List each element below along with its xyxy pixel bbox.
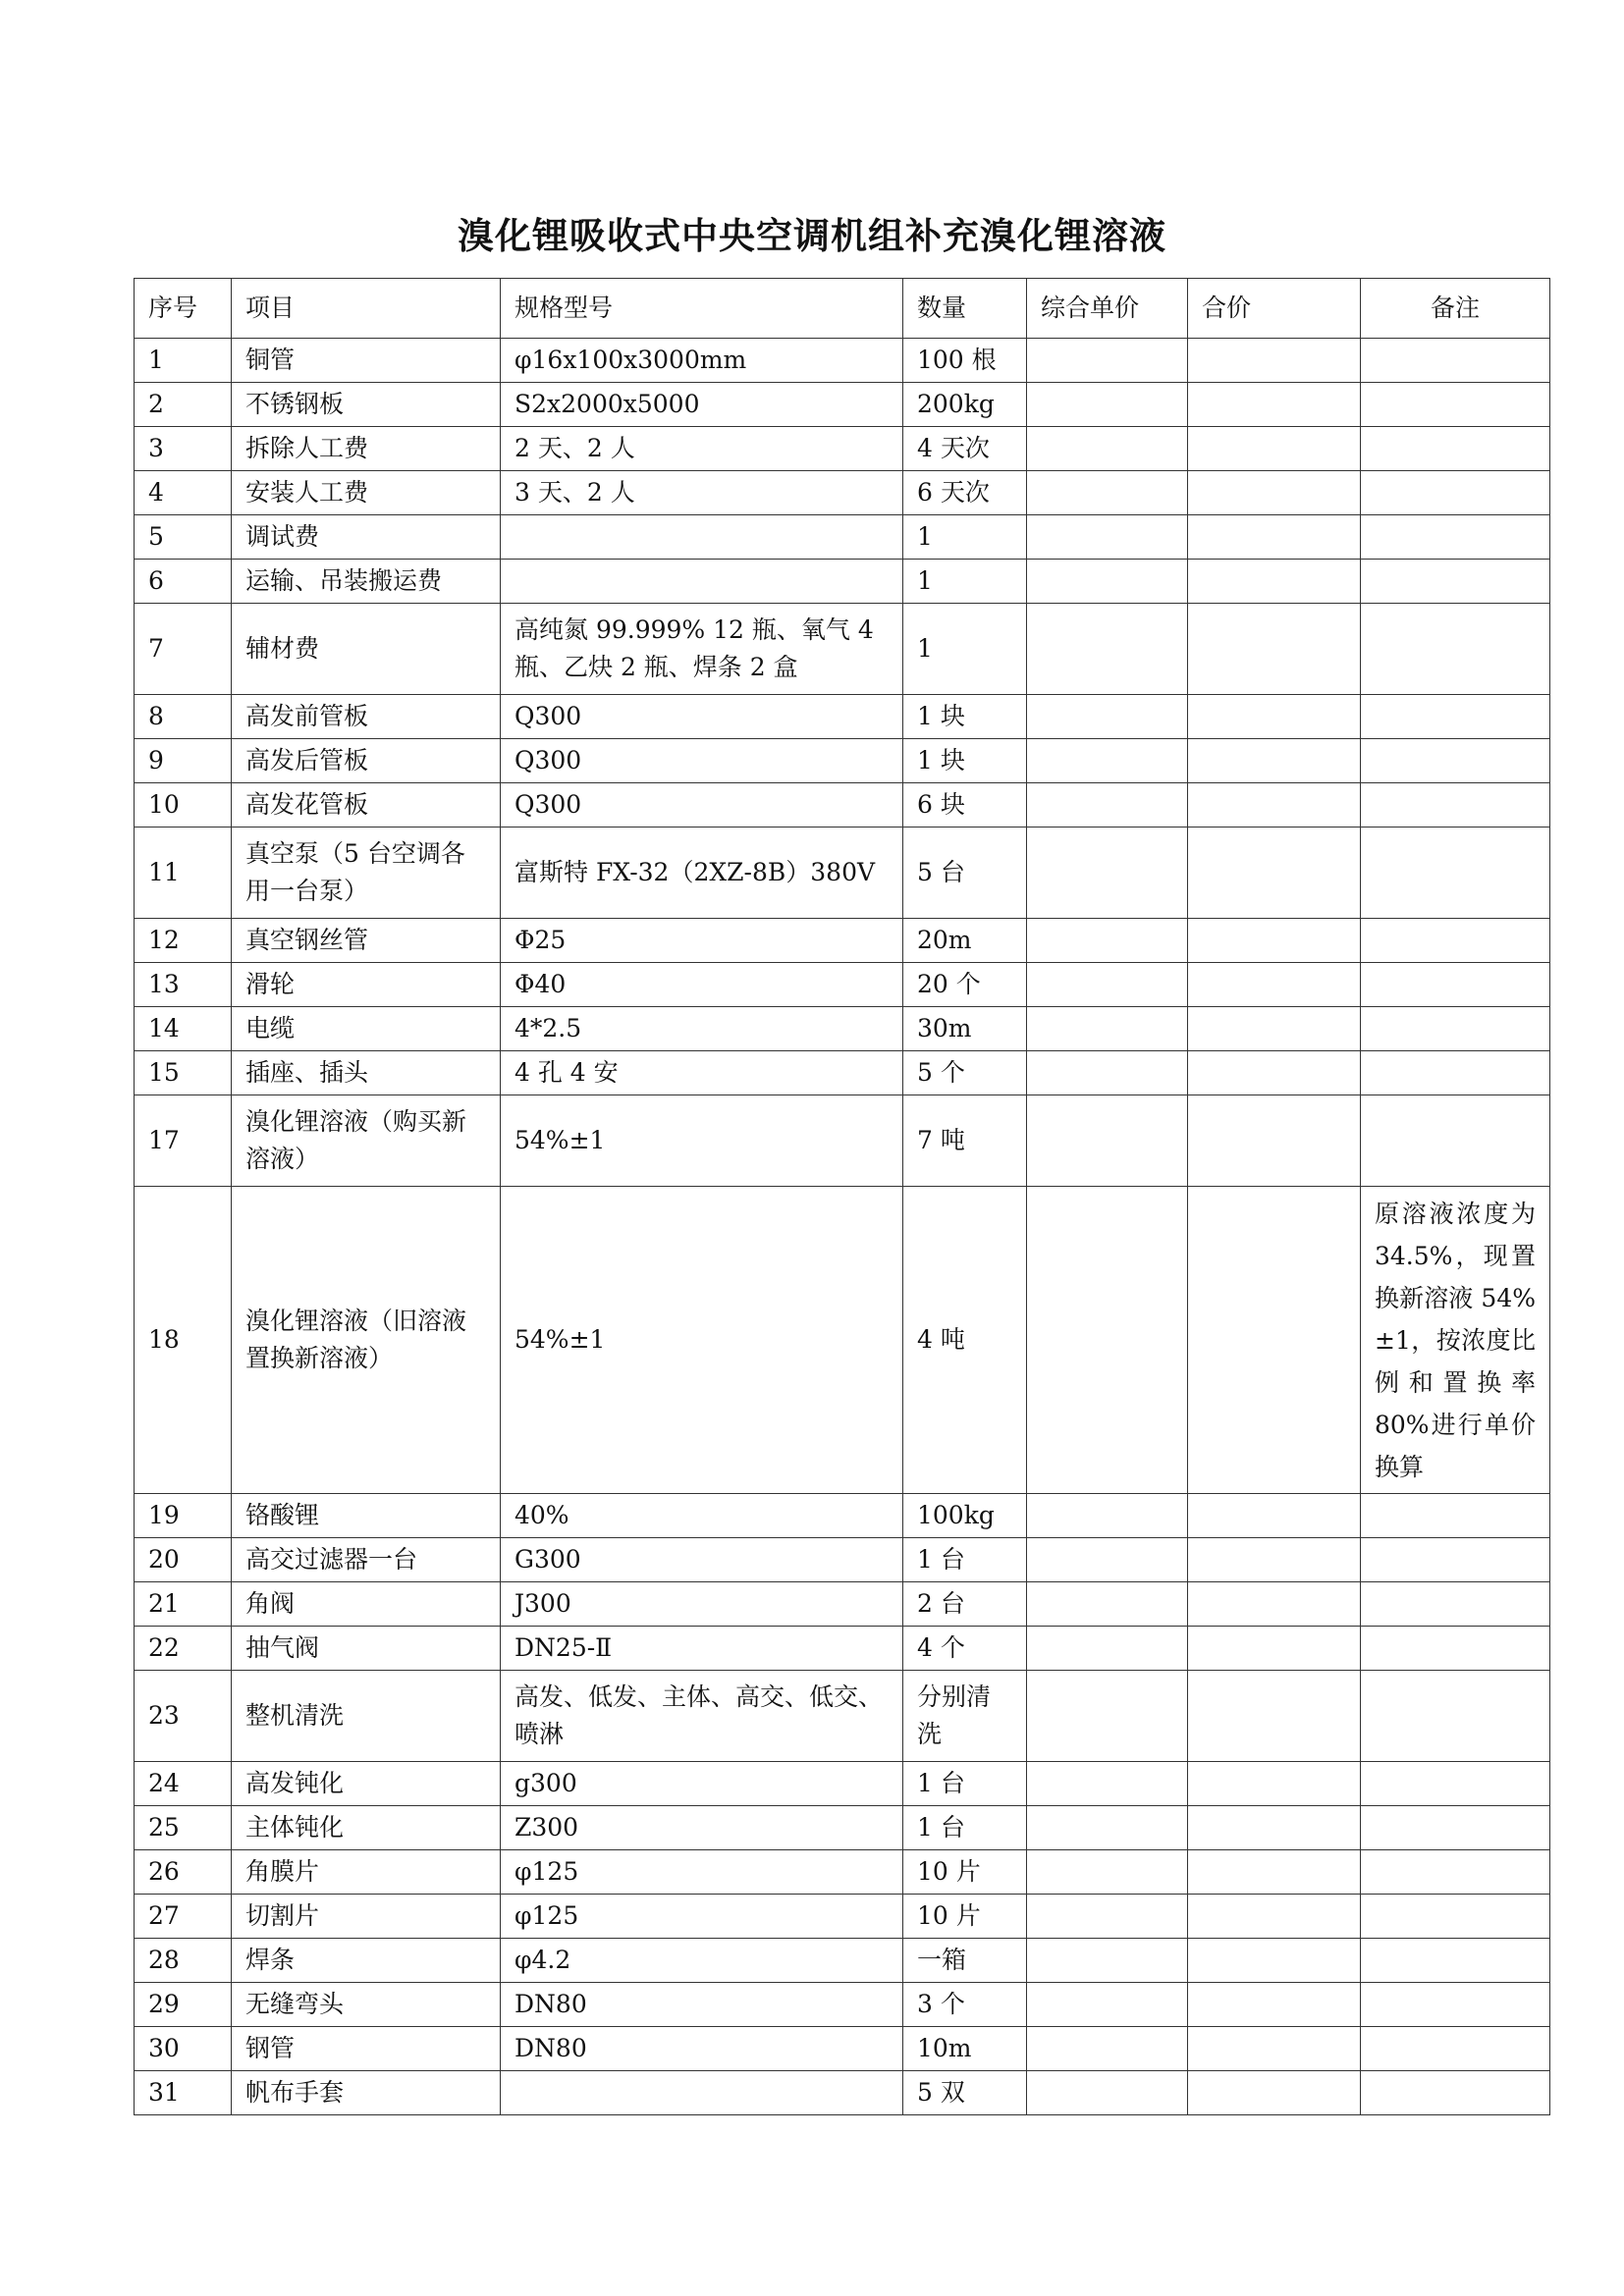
row-no: 13 bbox=[135, 963, 232, 1007]
row-unit-price bbox=[1027, 1671, 1188, 1762]
row-spec: 4 孔 4 安 bbox=[501, 1051, 903, 1095]
row-note bbox=[1361, 1806, 1550, 1850]
row-spec: 高纯氮 99.999% 12 瓶、氧气 4 瓶、乙炔 2 瓶、焊条 2 盒 bbox=[501, 604, 903, 695]
table-row bbox=[135, 1627, 1550, 1671]
row-no: 3 bbox=[135, 427, 232, 471]
row-item: 钢管 bbox=[232, 2027, 501, 2071]
row-spec: φ16x100x3000mm bbox=[501, 339, 903, 383]
table-row bbox=[135, 1983, 1550, 2027]
row-total bbox=[1188, 1051, 1361, 1095]
table-row bbox=[135, 1494, 1550, 1538]
row-note bbox=[1361, 1095, 1550, 1187]
row-unit-price bbox=[1027, 339, 1188, 383]
row-total bbox=[1188, 783, 1361, 828]
table-row bbox=[135, 383, 1550, 427]
table-row bbox=[135, 1538, 1550, 1582]
row-unit-price bbox=[1027, 1494, 1188, 1538]
table-row bbox=[135, 1051, 1550, 1095]
row-note bbox=[1361, 471, 1550, 515]
row-unit-price bbox=[1027, 1850, 1188, 1895]
row-no: 5 bbox=[135, 515, 232, 560]
row-spec: DN80 bbox=[501, 2027, 903, 2071]
table-row bbox=[135, 604, 1550, 695]
row-total bbox=[1188, 1895, 1361, 1939]
row-qty: 4 吨 bbox=[903, 1187, 1027, 1494]
row-note bbox=[1361, 560, 1550, 604]
row-note bbox=[1361, 1671, 1550, 1762]
row-spec: Φ25 bbox=[501, 919, 903, 963]
row-qty: 5 双 bbox=[903, 2071, 1027, 2115]
row-qty: 6 块 bbox=[903, 783, 1027, 828]
document-title: 溴化锂吸收式中央空调机组补充溴化锂溶液 bbox=[458, 215, 1166, 257]
header-row bbox=[135, 279, 1550, 339]
row-spec: 3 天、2 人 bbox=[501, 471, 903, 515]
table-row bbox=[135, 1187, 1550, 1494]
row-spec: Φ40 bbox=[501, 963, 903, 1007]
row-note bbox=[1361, 1007, 1550, 1051]
row-item: 真空钢丝管 bbox=[232, 919, 501, 963]
row-qty: 30m bbox=[903, 1007, 1027, 1051]
table-row bbox=[135, 783, 1550, 828]
row-spec: 54%±1 bbox=[501, 1187, 903, 1494]
table-row bbox=[135, 339, 1550, 383]
row-note bbox=[1361, 1051, 1550, 1095]
row-unit-price bbox=[1027, 1939, 1188, 1983]
row-item: 插座、插头 bbox=[232, 1051, 501, 1095]
row-total bbox=[1188, 515, 1361, 560]
row-spec: DN25-Ⅱ bbox=[501, 1627, 903, 1671]
row-qty: 1 台 bbox=[903, 1538, 1027, 1582]
row-item: 高发后管板 bbox=[232, 739, 501, 783]
row-unit-price bbox=[1027, 560, 1188, 604]
row-item: 溴化锂溶液（购买新溶液） bbox=[232, 1095, 501, 1187]
row-note bbox=[1361, 1582, 1550, 1627]
table-row bbox=[135, 2071, 1550, 2115]
row-note bbox=[1361, 828, 1550, 919]
row-no: 17 bbox=[135, 1095, 232, 1187]
row-total bbox=[1188, 1806, 1361, 1850]
row-qty: 1 bbox=[903, 560, 1027, 604]
row-note bbox=[1361, 1983, 1550, 2027]
row-item: 铬酸锂 bbox=[232, 1494, 501, 1538]
row-note bbox=[1361, 739, 1550, 783]
row-total bbox=[1188, 1538, 1361, 1582]
row-total bbox=[1188, 963, 1361, 1007]
row-unit-price bbox=[1027, 1095, 1188, 1187]
row-unit-price bbox=[1027, 1007, 1188, 1051]
table-row bbox=[135, 2027, 1550, 2071]
row-unit-price bbox=[1027, 1582, 1188, 1627]
row-qty: 20m bbox=[903, 919, 1027, 963]
row-qty: 1 块 bbox=[903, 695, 1027, 739]
row-no: 30 bbox=[135, 2027, 232, 2071]
table-row bbox=[135, 1762, 1550, 1806]
row-item: 切割片 bbox=[232, 1895, 501, 1939]
row-spec: Q300 bbox=[501, 783, 903, 828]
table-row bbox=[135, 1007, 1550, 1051]
row-qty: 1 台 bbox=[903, 1762, 1027, 1806]
row-note bbox=[1361, 919, 1550, 963]
row-unit-price bbox=[1027, 1187, 1188, 1494]
row-spec: S2x2000x5000 bbox=[501, 383, 903, 427]
table-row bbox=[135, 1095, 1550, 1187]
row-spec: Z300 bbox=[501, 1806, 903, 1850]
row-no: 22 bbox=[135, 1627, 232, 1671]
row-total bbox=[1188, 1627, 1361, 1671]
row-total bbox=[1188, 919, 1361, 963]
row-spec: Q300 bbox=[501, 739, 903, 783]
row-qty: 5 个 bbox=[903, 1051, 1027, 1095]
row-item: 高发钝化 bbox=[232, 1762, 501, 1806]
row-total bbox=[1188, 1671, 1361, 1762]
row-no: 19 bbox=[135, 1494, 232, 1538]
row-spec bbox=[501, 515, 903, 560]
row-qty: 200kg bbox=[903, 383, 1027, 427]
row-unit-price bbox=[1027, 604, 1188, 695]
row-item: 不锈钢板 bbox=[232, 383, 501, 427]
row-no: 25 bbox=[135, 1806, 232, 1850]
row-item: 辅材费 bbox=[232, 604, 501, 695]
row-note bbox=[1361, 2071, 1550, 2115]
table-row bbox=[135, 1671, 1550, 1762]
row-no: 31 bbox=[135, 2071, 232, 2115]
row-unit-price bbox=[1027, 963, 1188, 1007]
row-total bbox=[1188, 471, 1361, 515]
row-item: 高发花管板 bbox=[232, 783, 501, 828]
table-row bbox=[135, 739, 1550, 783]
row-qty: 20 个 bbox=[903, 963, 1027, 1007]
row-item: 主体钝化 bbox=[232, 1806, 501, 1850]
row-no: 24 bbox=[135, 1762, 232, 1806]
row-note bbox=[1361, 1538, 1550, 1582]
header-spec: 规格型号 bbox=[501, 279, 903, 339]
row-no: 1 bbox=[135, 339, 232, 383]
row-note bbox=[1361, 1762, 1550, 1806]
row-item: 真空泵（5 台空调各用一台泵） bbox=[232, 828, 501, 919]
table-row bbox=[135, 919, 1550, 963]
row-unit-price bbox=[1027, 783, 1188, 828]
row-no: 8 bbox=[135, 695, 232, 739]
row-item: 抽气阀 bbox=[232, 1627, 501, 1671]
row-no: 18 bbox=[135, 1187, 232, 1494]
row-qty: 1 bbox=[903, 604, 1027, 695]
row-item: 溴化锂溶液（旧溶液置换新溶液） bbox=[232, 1187, 501, 1494]
row-item: 滑轮 bbox=[232, 963, 501, 1007]
row-unit-price bbox=[1027, 739, 1188, 783]
row-spec: φ125 bbox=[501, 1895, 903, 1939]
row-no: 28 bbox=[135, 1939, 232, 1983]
row-note bbox=[1361, 1939, 1550, 1983]
row-unit-price bbox=[1027, 919, 1188, 963]
table-row bbox=[135, 515, 1550, 560]
row-qty: 10 片 bbox=[903, 1850, 1027, 1895]
header-total: 合价 bbox=[1188, 279, 1361, 339]
row-no: 20 bbox=[135, 1538, 232, 1582]
row-no: 12 bbox=[135, 919, 232, 963]
quote-table bbox=[134, 278, 1550, 2115]
row-note bbox=[1361, 1850, 1550, 1895]
row-note bbox=[1361, 783, 1550, 828]
row-total bbox=[1188, 1983, 1361, 2027]
row-no: 11 bbox=[135, 828, 232, 919]
row-no: 2 bbox=[135, 383, 232, 427]
row-qty: 100 根 bbox=[903, 339, 1027, 383]
row-qty: 一箱 bbox=[903, 1939, 1027, 1983]
row-note bbox=[1361, 427, 1550, 471]
table-row bbox=[135, 1806, 1550, 1850]
row-item: 无缝弯头 bbox=[232, 1983, 501, 2027]
table-row bbox=[135, 1582, 1550, 1627]
row-unit-price bbox=[1027, 1806, 1188, 1850]
table-row bbox=[135, 471, 1550, 515]
row-spec: 54%±1 bbox=[501, 1095, 903, 1187]
row-qty: 100kg bbox=[903, 1494, 1027, 1538]
row-total bbox=[1188, 339, 1361, 383]
row-item: 角膜片 bbox=[232, 1850, 501, 1895]
row-total bbox=[1188, 1494, 1361, 1538]
row-no: 27 bbox=[135, 1895, 232, 1939]
row-no: 14 bbox=[135, 1007, 232, 1051]
header-unit-price: 综合单价 bbox=[1027, 279, 1188, 339]
row-no: 10 bbox=[135, 783, 232, 828]
table-row bbox=[135, 427, 1550, 471]
row-spec: 4*2.5 bbox=[501, 1007, 903, 1051]
row-spec: 高发、低发、主体、高交、低交、喷淋 bbox=[501, 1671, 903, 1762]
row-unit-price bbox=[1027, 427, 1188, 471]
row-note bbox=[1361, 604, 1550, 695]
row-no: 9 bbox=[135, 739, 232, 783]
row-qty: 7 吨 bbox=[903, 1095, 1027, 1187]
row-qty: 5 台 bbox=[903, 828, 1027, 919]
header-qty: 数量 bbox=[903, 279, 1027, 339]
row-item: 拆除人工费 bbox=[232, 427, 501, 471]
row-qty: 1 块 bbox=[903, 739, 1027, 783]
row-spec bbox=[501, 560, 903, 604]
row-spec: 富斯特 FX-32（2XZ-8B）380V bbox=[501, 828, 903, 919]
table-row bbox=[135, 1850, 1550, 1895]
row-spec: g300 bbox=[501, 1762, 903, 1806]
row-total bbox=[1188, 604, 1361, 695]
row-total bbox=[1188, 383, 1361, 427]
row-no: 7 bbox=[135, 604, 232, 695]
row-note bbox=[1361, 963, 1550, 1007]
row-qty: 2 台 bbox=[903, 1582, 1027, 1627]
table-row bbox=[135, 963, 1550, 1007]
row-unit-price bbox=[1027, 1627, 1188, 1671]
row-unit-price bbox=[1027, 471, 1188, 515]
row-total bbox=[1188, 1939, 1361, 1983]
row-no: 4 bbox=[135, 471, 232, 515]
row-spec: J300 bbox=[501, 1582, 903, 1627]
row-item: 运输、吊装搬运费 bbox=[232, 560, 501, 604]
row-spec: DN80 bbox=[501, 1983, 903, 2027]
table-row bbox=[135, 695, 1550, 739]
row-qty: 4 天次 bbox=[903, 427, 1027, 471]
row-note bbox=[1361, 1895, 1550, 1939]
row-spec: G300 bbox=[501, 1538, 903, 1582]
row-qty: 3 个 bbox=[903, 1983, 1027, 2027]
table-row bbox=[135, 1939, 1550, 1983]
row-total bbox=[1188, 427, 1361, 471]
row-item: 高发前管板 bbox=[232, 695, 501, 739]
table-row bbox=[135, 1895, 1550, 1939]
row-total bbox=[1188, 1762, 1361, 1806]
row-spec: φ4.2 bbox=[501, 1939, 903, 1983]
row-item: 角阀 bbox=[232, 1582, 501, 1627]
row-total bbox=[1188, 2071, 1361, 2115]
row-spec: Q300 bbox=[501, 695, 903, 739]
row-qty: 10m bbox=[903, 2027, 1027, 2071]
row-unit-price bbox=[1027, 695, 1188, 739]
row-note bbox=[1361, 2027, 1550, 2071]
row-total bbox=[1188, 1007, 1361, 1051]
row-item: 安装人工费 bbox=[232, 471, 501, 515]
row-item: 帆布手套 bbox=[232, 2071, 501, 2115]
row-unit-price bbox=[1027, 515, 1188, 560]
row-unit-price bbox=[1027, 1051, 1188, 1095]
row-item: 调试费 bbox=[232, 515, 501, 560]
row-note bbox=[1361, 695, 1550, 739]
row-total bbox=[1188, 695, 1361, 739]
row-note bbox=[1361, 383, 1550, 427]
row-qty: 10 片 bbox=[903, 1895, 1027, 1939]
row-no: 21 bbox=[135, 1582, 232, 1627]
row-unit-price bbox=[1027, 383, 1188, 427]
row-item: 铜管 bbox=[232, 339, 501, 383]
row-no: 23 bbox=[135, 1671, 232, 1762]
row-qty: 分别清洗 bbox=[903, 1671, 1027, 1762]
row-unit-price bbox=[1027, 828, 1188, 919]
row-qty: 1 bbox=[903, 515, 1027, 560]
table-row bbox=[135, 560, 1550, 604]
header-item: 项目 bbox=[232, 279, 501, 339]
row-no: 26 bbox=[135, 1850, 232, 1895]
row-total bbox=[1188, 560, 1361, 604]
row-qty: 6 天次 bbox=[903, 471, 1027, 515]
row-qty: 4 个 bbox=[903, 1627, 1027, 1671]
header-no: 序号 bbox=[135, 279, 232, 339]
row-total bbox=[1188, 828, 1361, 919]
row-note bbox=[1361, 339, 1550, 383]
row-unit-price bbox=[1027, 2071, 1188, 2115]
row-spec bbox=[501, 2071, 903, 2115]
row-no: 6 bbox=[135, 560, 232, 604]
row-note bbox=[1361, 515, 1550, 560]
row-note bbox=[1361, 1494, 1550, 1538]
table-row bbox=[135, 828, 1550, 919]
row-total bbox=[1188, 1850, 1361, 1895]
row-spec: φ125 bbox=[501, 1850, 903, 1895]
row-item: 焊条 bbox=[232, 1939, 501, 1983]
row-total bbox=[1188, 1582, 1361, 1627]
row-total bbox=[1188, 2027, 1361, 2071]
row-spec: 2 天、2 人 bbox=[501, 427, 903, 471]
row-item: 高交过滤器一台 bbox=[232, 1538, 501, 1582]
row-no: 15 bbox=[135, 1051, 232, 1095]
row-unit-price bbox=[1027, 1895, 1188, 1939]
row-spec: 40% bbox=[501, 1494, 903, 1538]
row-unit-price bbox=[1027, 1538, 1188, 1582]
row-note bbox=[1361, 1627, 1550, 1671]
row-unit-price bbox=[1027, 1762, 1188, 1806]
row-unit-price bbox=[1027, 1983, 1188, 2027]
row-item: 电缆 bbox=[232, 1007, 501, 1051]
row-item: 整机清洗 bbox=[232, 1671, 501, 1762]
row-unit-price bbox=[1027, 2027, 1188, 2071]
row-no: 29 bbox=[135, 1983, 232, 2027]
row-total bbox=[1188, 739, 1361, 783]
row-note: 原溶液浓度为 34.5%，现置换新溶液 54%±1，按浓度比例和置换率 80%进行单价换算 bbox=[1361, 1187, 1550, 1494]
row-total bbox=[1188, 1187, 1361, 1494]
row-total bbox=[1188, 1095, 1361, 1187]
row-qty: 1 台 bbox=[903, 1806, 1027, 1850]
header-note: 备注 bbox=[1361, 279, 1550, 339]
